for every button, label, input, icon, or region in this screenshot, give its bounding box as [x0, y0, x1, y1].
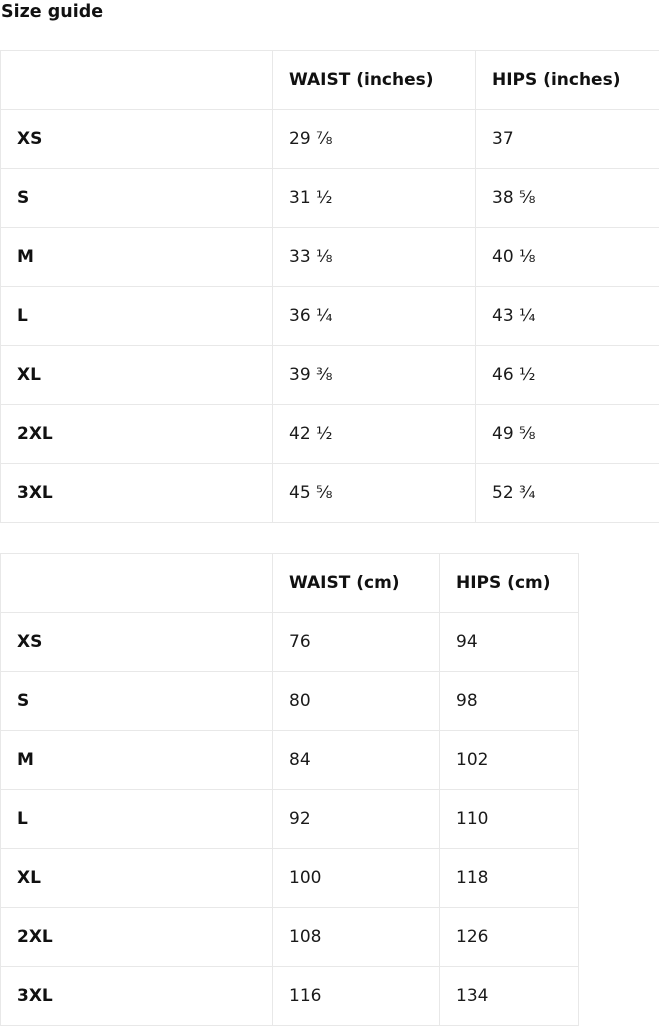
size-table-inches	[0, 50, 659, 523]
waist-value: 45 ⅝	[273, 464, 476, 523]
table-row	[1, 228, 659, 287]
hips-value: 98	[440, 672, 579, 731]
size-label: XL	[1, 346, 273, 405]
hips-value: 40 ⅛	[476, 228, 659, 287]
waist-value: 92	[273, 790, 440, 849]
size-label: S	[1, 672, 273, 731]
waist-value: 31 ½	[273, 169, 476, 228]
waist-value: 84	[273, 731, 440, 790]
hips-value: 38 ⅝	[476, 169, 659, 228]
table-row	[1, 790, 579, 849]
corner-cell	[1, 51, 273, 110]
hips-value: 49 ⅝	[476, 405, 659, 464]
size-label: XS	[1, 110, 273, 169]
table-row	[1, 110, 659, 169]
table-row	[1, 672, 579, 731]
table-row	[1, 464, 659, 523]
waist-value: 36 ¼	[273, 287, 476, 346]
size-label: XS	[1, 613, 273, 672]
waist-value: 42 ½	[273, 405, 476, 464]
corner-cell	[1, 554, 273, 613]
header-row	[1, 51, 659, 110]
size-label: XL	[1, 849, 273, 908]
size-label: M	[1, 228, 273, 287]
size-label: 2XL	[1, 405, 273, 464]
table-row	[1, 287, 659, 346]
waist-value: 80	[273, 672, 440, 731]
hips-value: 46 ½	[476, 346, 659, 405]
page-title: Size guide	[1, 2, 104, 22]
waist-value: 108	[273, 908, 440, 967]
table-row	[1, 731, 579, 790]
column-header-hips-inches: HIPS (inches)	[476, 51, 659, 110]
waist-value: 29 ⅞	[273, 110, 476, 169]
header-row	[1, 554, 579, 613]
table-row	[1, 346, 659, 405]
size-label: 3XL	[1, 464, 273, 523]
waist-value: 116	[273, 967, 440, 1026]
hips-value: 102	[440, 731, 579, 790]
hips-value: 110	[440, 790, 579, 849]
table-row	[1, 169, 659, 228]
size-label: M	[1, 731, 273, 790]
waist-value: 100	[273, 849, 440, 908]
waist-value: 76	[273, 613, 440, 672]
hips-value: 118	[440, 849, 579, 908]
size-label: L	[1, 790, 273, 849]
table-row	[1, 613, 579, 672]
size-label: L	[1, 287, 273, 346]
column-header-hips-cm: HIPS (cm)	[440, 554, 579, 613]
table-row	[1, 908, 579, 967]
table-row	[1, 849, 579, 908]
hips-value: 52 ¾	[476, 464, 659, 523]
size-label: 3XL	[1, 967, 273, 1026]
column-header-waist-cm: WAIST (cm)	[273, 554, 440, 613]
hips-value: 134	[440, 967, 579, 1026]
table-row	[1, 967, 579, 1026]
hips-value: 126	[440, 908, 579, 967]
waist-value: 33 ⅛	[273, 228, 476, 287]
hips-value: 37	[476, 110, 659, 169]
table-row	[1, 405, 659, 464]
hips-value: 94	[440, 613, 579, 672]
hips-value: 43 ¼	[476, 287, 659, 346]
size-table-cm	[0, 553, 579, 1026]
column-header-waist-inches: WAIST (inches)	[273, 51, 476, 110]
waist-value: 39 ⅜	[273, 346, 476, 405]
size-label: 2XL	[1, 908, 273, 967]
size-label: S	[1, 169, 273, 228]
